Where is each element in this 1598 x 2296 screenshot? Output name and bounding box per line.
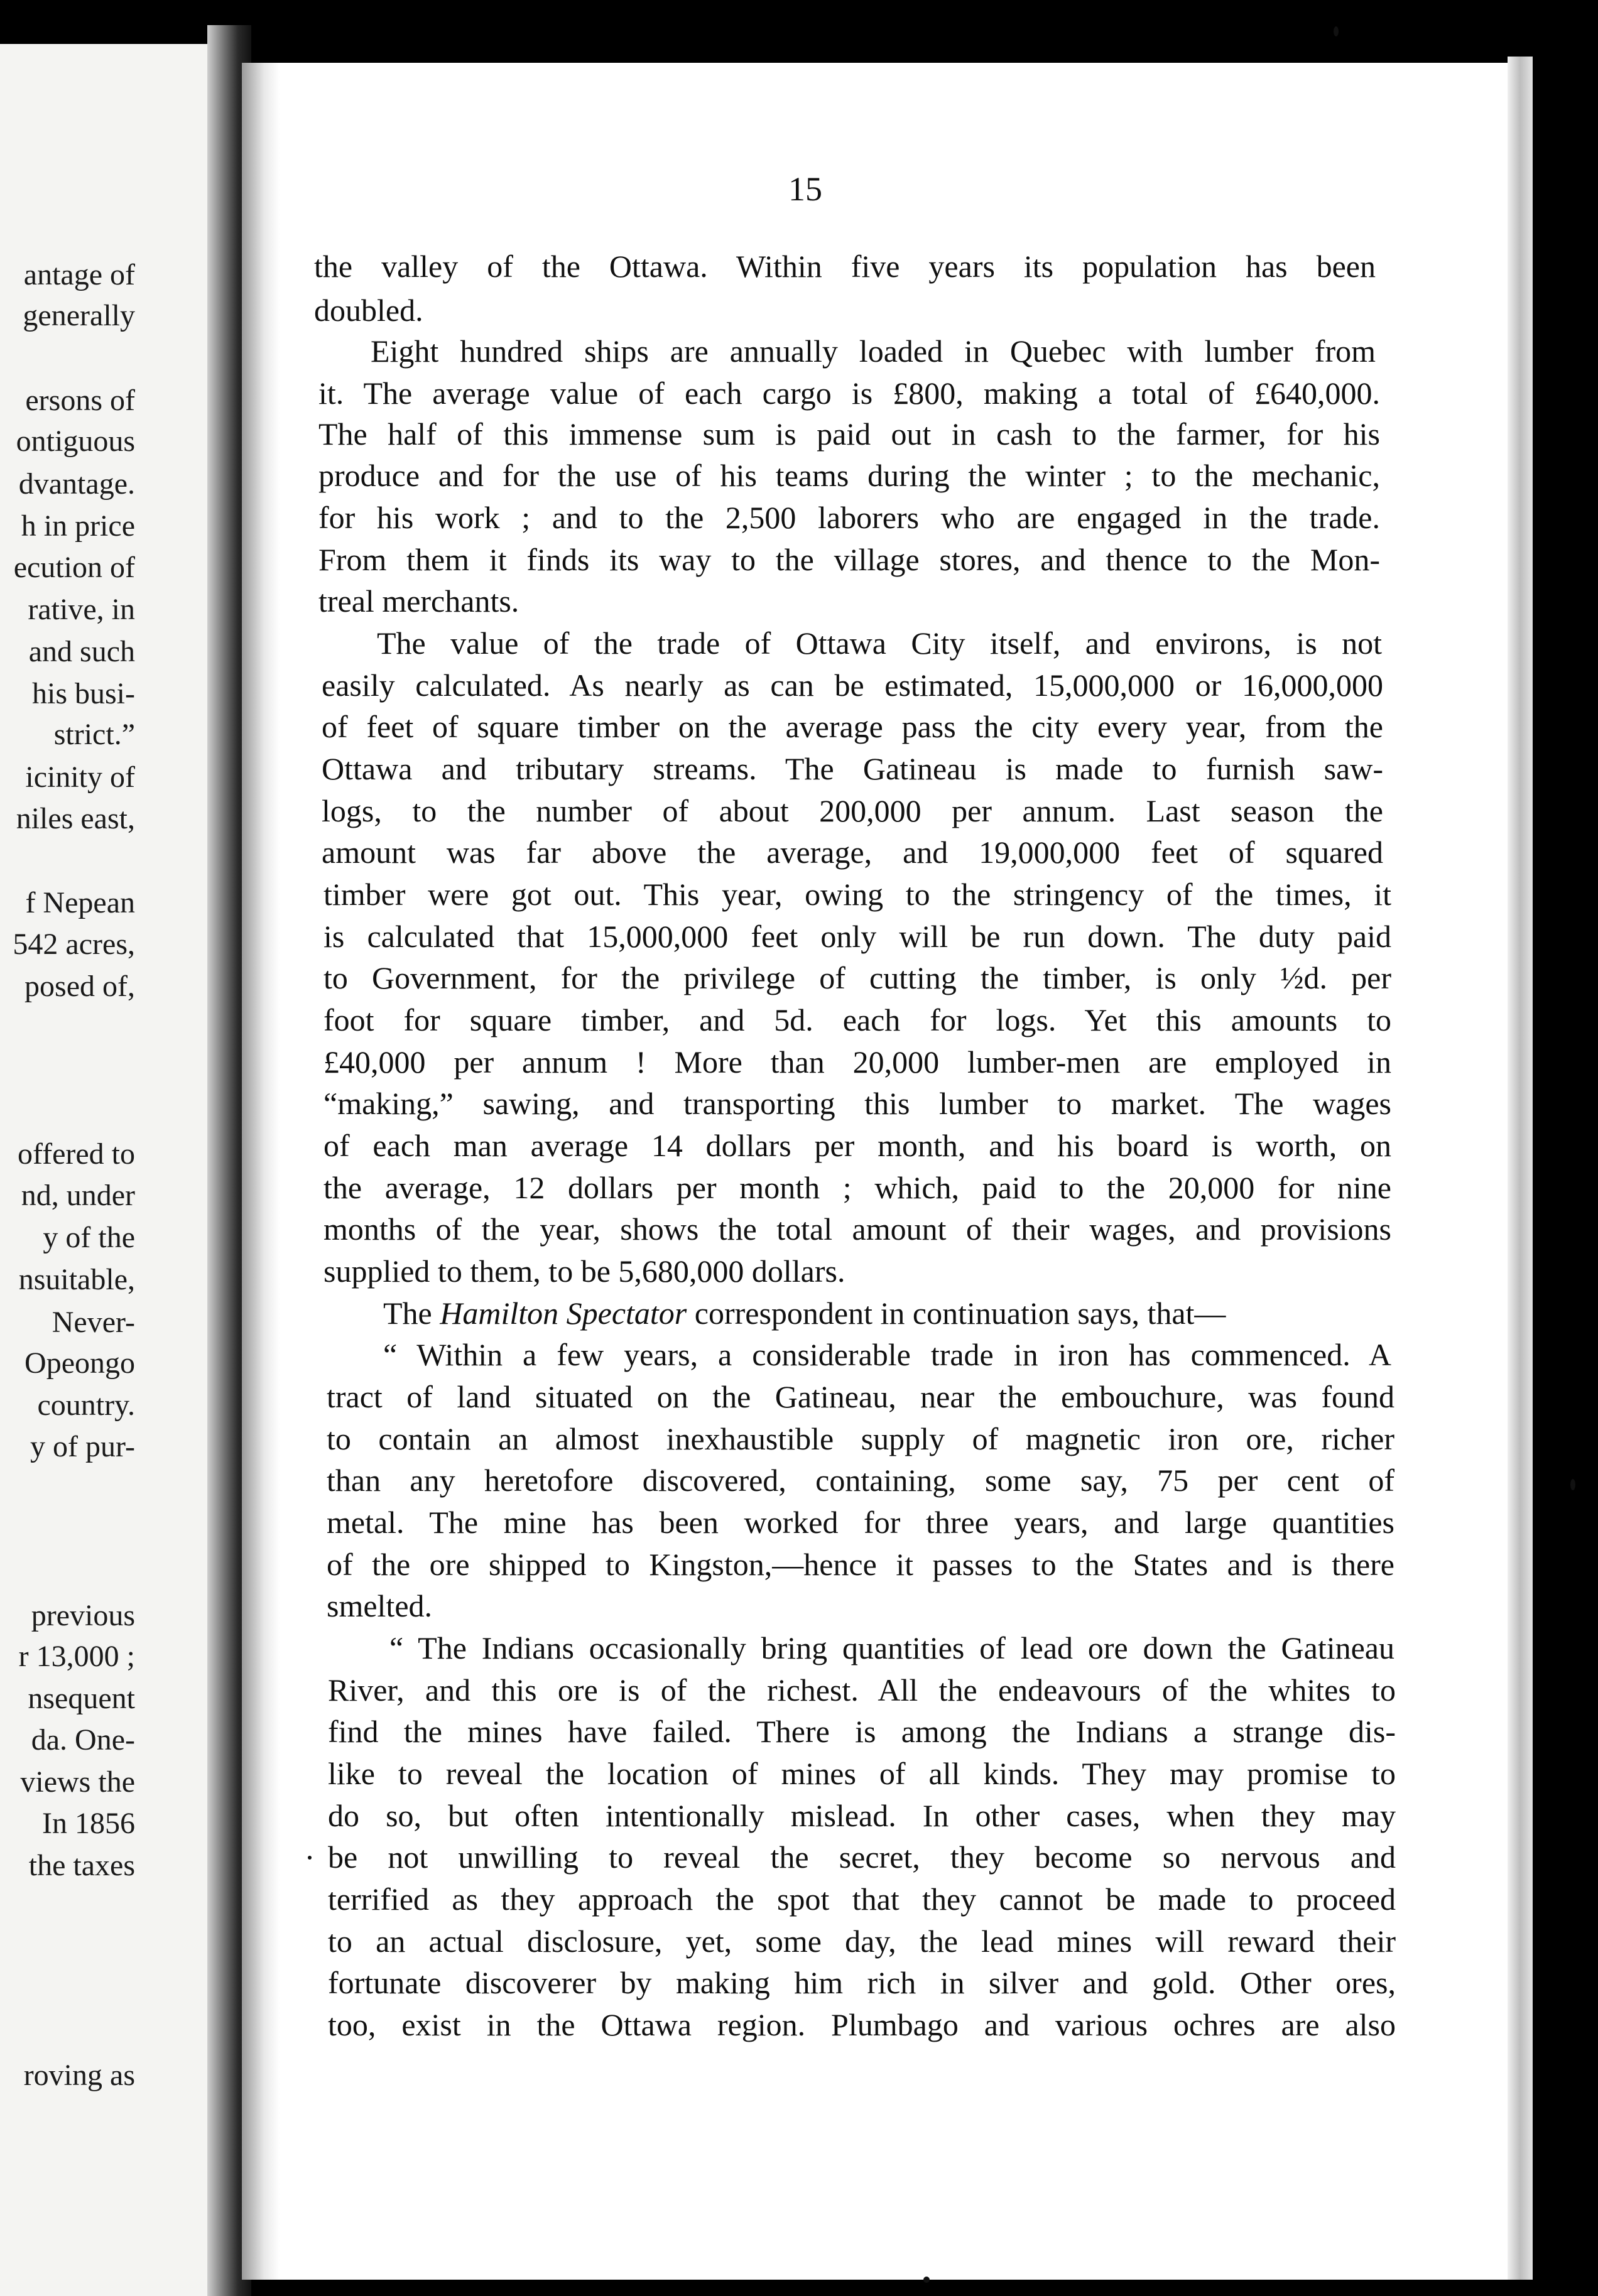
text-line: to contain an almost inexhaustible supply of magnetic iron ore, richer [327, 1421, 1394, 1456]
left-line: his busi- [31, 677, 135, 710]
left-line: previous [31, 1599, 135, 1632]
scan-speck [1570, 1479, 1575, 1490]
left-line: Never- [52, 1306, 135, 1339]
text-line: logs, to the number of about 200,000 per annum. Last season the [322, 793, 1383, 828]
left-line: da. One- [31, 1723, 135, 1757]
text-line: “ The Indians occasionally bring quantities of lead ore down the Gatineau [389, 1630, 1394, 1665]
text-line: From them it finds its way to the village stores, and thence to the Mon- [318, 542, 1380, 577]
text-line: than any heretofore discovered, containing, some say, 75 per cent of [327, 1463, 1394, 1498]
left-line: views the [20, 1765, 135, 1799]
page-number: 15 [788, 170, 822, 208]
text-line: The half of this immense sum is paid out in cash to the farmer, for his [318, 416, 1380, 452]
text-line: like to reveal the location of mines of all kinds. They may promise to [328, 1756, 1396, 1791]
text-line: of each man average 14 dollars per month, and his board is worth, on [323, 1128, 1391, 1163]
left-line: 542 acres, [13, 928, 135, 961]
text-line: find the mines have failed. There is among the Indians a strange dis- [328, 1714, 1396, 1749]
text-line: “making,” sawing, and transporting this lumber to market. The wages [323, 1086, 1391, 1121]
left-line: the taxes [28, 1849, 135, 1882]
text-line: terrified as they approach the spot that they cannot be made to proceed [328, 1882, 1396, 1917]
text-line: produce and for the use of his teams during the winter ; to the mechanic, [318, 458, 1380, 493]
text-line: Ottawa and tributary streams. The Gatineau is made to furnish saw- [322, 751, 1383, 786]
text-line: fortunate discoverer by making him rich in silver and gold. Other ores, [328, 1965, 1396, 2000]
text-line: easily calculated. As nearly as can be estimated, 15,000,000 or 16,000,000 [322, 668, 1383, 703]
text-line: smelted. [327, 1588, 433, 1623]
left-line: r 13,000 ; [18, 1640, 135, 1673]
text-line: be not unwilling to reveal the secret, they become so nervous and [328, 1839, 1396, 1875]
left-line: and such [28, 635, 135, 668]
left-line: nsequent [28, 1682, 135, 1715]
left-line: h in price [21, 509, 135, 543]
text-line: treal merchants. [318, 583, 519, 619]
text-line: foot for square timber, and 5d. each for logs. Yet this amounts to [323, 1002, 1391, 1037]
text-line: to Government, for the privilege of cutting the timber, is only ½d. per [323, 960, 1391, 995]
scan-speck [1334, 26, 1339, 36]
left-line: nd, under [21, 1179, 135, 1212]
text-line: £40,000 per annum ! More than 20,000 lumber-men are employed in [323, 1044, 1391, 1080]
text-line: supplied to them, to be 5,680,000 dollars. [323, 1254, 845, 1289]
text-line: Eight hundred ships are annually loaded in Quebec with lumber from [371, 333, 1376, 369]
text-line: the valley of the Ottawa. Within five years its population has been [314, 249, 1376, 284]
left-line: posed of, [24, 970, 135, 1003]
left-line: antage of [23, 258, 135, 291]
left-line: ersons of [25, 384, 135, 417]
text-line: it. The average value of each cargo is £800, making a total of £640,000. [318, 376, 1380, 411]
spectator-intro: The [383, 1296, 432, 1331]
text-line: to an actual disclosure, yet, some day, the lead mines will reward their [328, 1924, 1396, 1959]
left-line: ecution of [13, 551, 135, 584]
left-line: In 1856 [42, 1807, 135, 1840]
text-line: months of the year, shows the total amount of their wages, and provisions [323, 1211, 1391, 1247]
text-line: tract of land situated on the Gatineau, near the embouchure, was found [327, 1379, 1394, 1414]
left-line: strict.” [53, 718, 135, 751]
text-line: metal. The mine has been worked for three years, and large quantities [327, 1505, 1394, 1540]
text-line: of feet of square timber on the average pass the city every year, from the [322, 709, 1383, 744]
scan-speck [308, 1856, 312, 1860]
left-line: rative, in [28, 593, 135, 626]
left-line: f Nepean [25, 886, 135, 919]
text-line: for his work ; and to the 2,500 laborers who are engaged in the trade. [318, 500, 1380, 535]
left-line: icinity of [25, 761, 135, 794]
spectator-rest: correspondent in continuation says, that— [694, 1296, 1226, 1331]
text-line: The value of the trade of Ottawa City itself, and environs, is not [377, 625, 1382, 661]
text-line: the average, 12 dollars per month ; which, paid to the 20,000 for nine [323, 1170, 1391, 1205]
left-line: y of the [43, 1221, 135, 1254]
text-line: timber were got out. This year, owing to the stringency of the times, it [323, 877, 1391, 912]
text-line: is calculated that 15,000,000 feet only will be run down. The duty paid [323, 919, 1391, 954]
left-line: dvantage. [18, 467, 135, 501]
scan-speck [923, 2277, 930, 2283]
spectator-line [383, 1295, 1391, 1331]
left-line: y of pur- [30, 1430, 135, 1463]
left-line: ontiguous [16, 425, 135, 458]
text-line: do so, but often intentionally mislead. In other cases, when they may [328, 1798, 1396, 1833]
left-line: nsuitable, [18, 1263, 135, 1296]
left-line: Opeongo [24, 1346, 135, 1380]
left-line: roving as [23, 2059, 135, 2092]
left-line: niles east, [16, 802, 135, 835]
left-line: country. [37, 1389, 135, 1422]
newspaper-title: Hamilton Spectator [440, 1296, 687, 1331]
text-line: too, exist in the Ottawa region. Plumbago and various ochres are also [328, 2007, 1396, 2042]
text-line: of the ore shipped to Kingston,—hence it passes to the States and is there [327, 1547, 1394, 1582]
text-line: doubled. [314, 293, 423, 328]
left-line: generally [23, 299, 135, 332]
text-line: amount was far above the average, and 19,000,000 feet of squared [322, 835, 1383, 870]
text-line: River, and this ore is of the richest. All the endeavours of the whites to [328, 1672, 1396, 1708]
left-line: offered to [17, 1137, 135, 1171]
text-line: “ Within a few years, a considerable trade in iron has commenced. A [383, 1337, 1391, 1372]
